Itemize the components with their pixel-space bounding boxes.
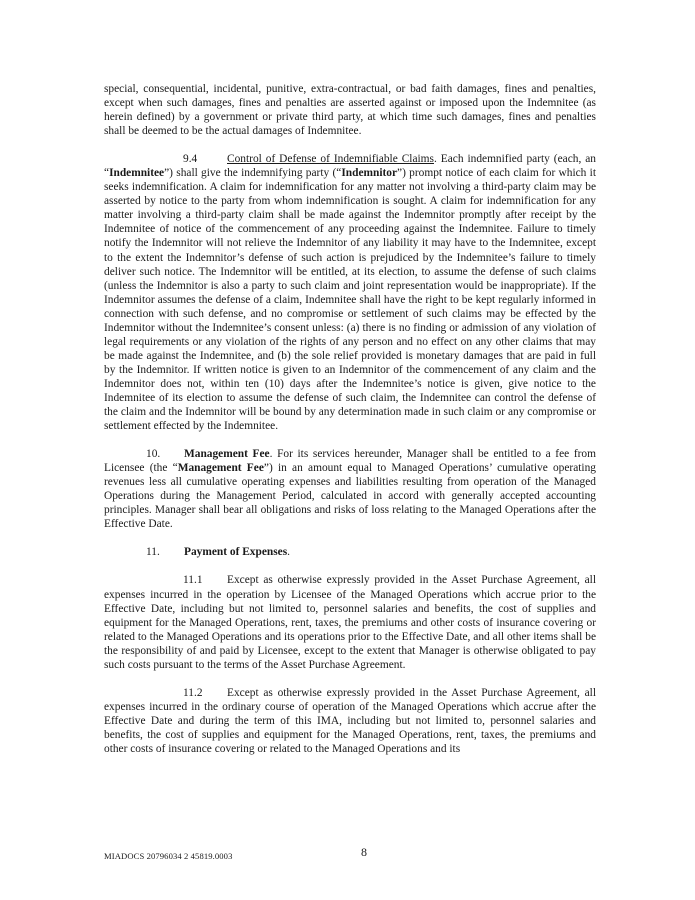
section-text: ”) in an amount equal to Managed Operations’ cumulative operating revenues less all cumulative operating expenses and liabilities resulting from operation of the Managed Operations during the Management Period, calculated in accord with generally accepted accounting principles. Manager shall bear all obligations and risks of loss relating to the Managed Operations after the Effective Date. <box>104 462 596 531</box>
section-number: 9.4 <box>183 153 198 166</box>
section-text: Except as otherwise expressly provided in the Asset Purchase Agreement, all expenses incurred in the ordinary course of operation of the Managed Operations which accrue after the Effective Date and during the term of this IMA, including but not limited to, personnel salaries and benefits, the cost of supplies and equipment for the Managed Operations, rent, taxes, the premiums and other costs of insurance covering or related to the Managed Operations and its <box>104 686 596 755</box>
document-body <box>104 82 596 756</box>
section-text: ”) prompt notice of each claim for which it seeks indemnification. A claim for indemnification for any matter not involving a third-party claim may be asserted by notice to the party from whom indemnification is sought. A claim for indemnification for any matter involving a third-party claim shall be made against the Indemnitor promptly after receipt by the Indemnitee of notice of the commencement of any proceeding against the Indemnitee. Failure to timely notify the Indemnitor will not relieve the Indemnitor of any liability it may have to the Indemnitee, except to the extent the Indemnitor’s defense of such action is prejudiced by the Indemnitee’s failure to timely deliver such notice. The Indemnitor will be entitled, at its election, to assume the defense of such claims (unless the Indemnitor is also a party to such claim and joint representation would be inappropriate). If the Indemnitor assumes the defense of a claim, Indemnitee shall have the right to be kept regularly informed in connection with such defense, and no compromise or settlement of such claims may be effected by the Indemnitor without the Indemnitee’s consent unless: (a) there is no finding or admission of any violation of legal requirements or any violation of the rights of any person and no effect on any other claims that may be made against the Indemnitee, and (b) the sole relief provided is monetary damages that are paid in full by the Indemnitor. If written notice is given to an Indemnitor of the commencement of any claim and the Indemnitor does not, within ten (10) days after the Indemnitee’s notice is given, give notice to the Indemnitee of its election to assume the defense of such claim, the Indemnitee can control the defense of the claim and the Indemnitor will be bound by any determination made in such claim or any compromise or settlement effected by the Indemnitee. <box>104 167 596 433</box>
section-number: 10. <box>146 448 161 461</box>
section-heading: Management Fee <box>184 448 270 461</box>
section-11-1 <box>104 573 596 671</box>
section-text: ”) shall give the indemnifying party (“ <box>164 167 342 180</box>
section-text: . Each indemnified party (each, an “ <box>104 153 596 180</box>
section-heading: Control of Defense of Indemnifiable Claims <box>227 153 434 166</box>
section-number: 11.1 <box>183 574 203 587</box>
footer-document-code: MIADOCS 20796034 2 45819.0003 <box>104 851 233 861</box>
section-heading-period: . <box>287 546 291 559</box>
section-11 <box>104 545 596 559</box>
section-number: 11.2 <box>183 686 203 699</box>
page-number: 8 <box>361 845 367 859</box>
section-10 <box>104 447 596 531</box>
section-text: Except as otherwise expressly provided in the Asset Purchase Agreement, all expenses incurred in the operation by Licensee of the Managed Operations which accrue prior to the Effective Date, including but not limited to, personnel salaries and benefits, the cost of supplies and equipment for the Managed Operations, rent, taxes, the premiums and other costs of insurance covering or related to the Managed Operations and its operations prior to the Effective Date, and all other items shall be the responsibility of and paid by Licensee, except to the extent that Manager is otherwise obligated to pay such costs pursuant to the terms of the Asset Purchase Agreement. <box>104 574 596 671</box>
defined-term-indemnitee: Indemnitee <box>109 167 165 180</box>
section-11-2 <box>104 686 596 756</box>
section-text: . For its services hereunder, Manager shall be entitled to a fee from Licensee (the “ <box>104 448 596 475</box>
section-heading: Payment of Expenses <box>184 546 288 559</box>
defined-term-indemnitor: Indemnitor <box>341 167 398 180</box>
defined-term-management-fee: Management Fee <box>177 462 264 475</box>
section-number: 11. <box>146 546 160 559</box>
section-9-4 <box>104 152 596 433</box>
paragraph-damages-continuation: special, consequential, incidental, punitive, extra-contractual, or bad faith damages, fines and penalties, except when such damages, fines and penalties are asserted against or imposed upon the Indemnitee (as herein defined) by a government or private third party, at which time such damages, fines and penalties shall be deemed to be the actual damages of Indemnitee. <box>104 83 596 138</box>
